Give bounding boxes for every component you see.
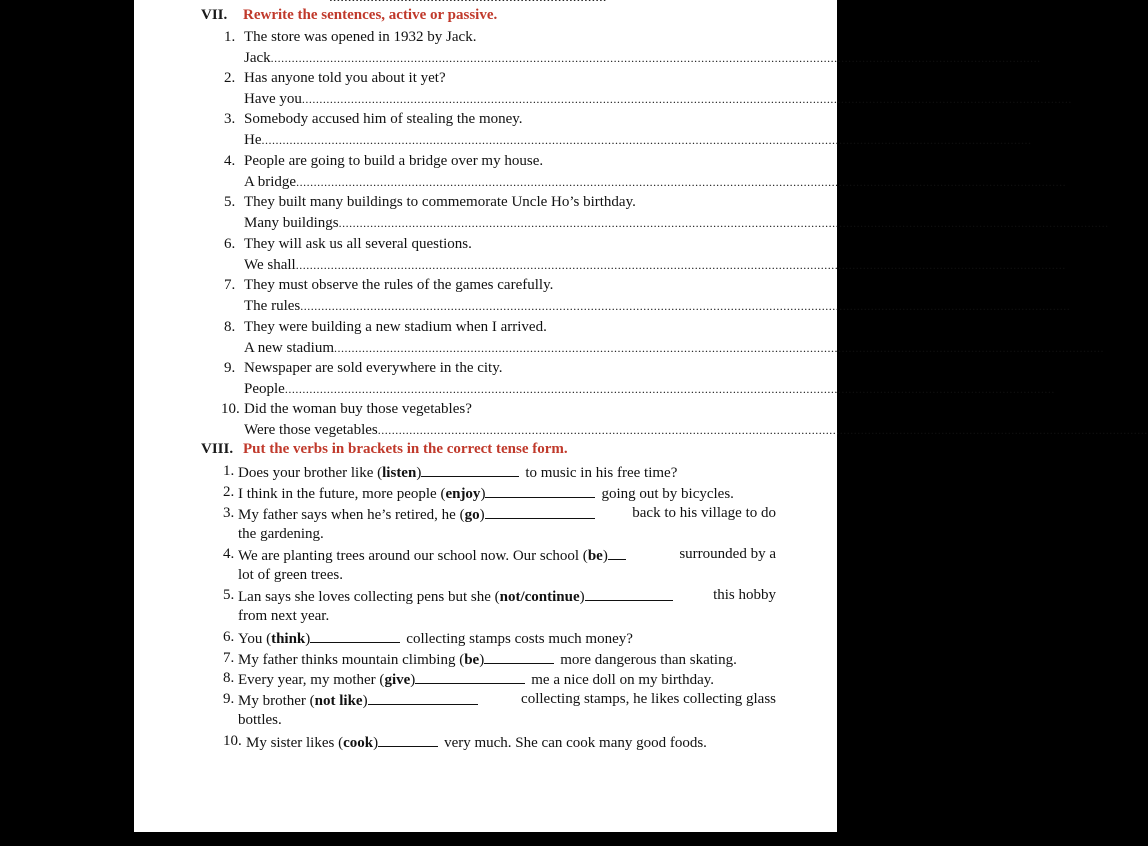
verb-in-brackets: be bbox=[464, 652, 480, 668]
answer-line[interactable] bbox=[244, 173, 1067, 191]
answer-blank[interactable] bbox=[485, 504, 595, 519]
original-sentence: The store was opened in 1932 by Jack. bbox=[244, 29, 477, 45]
item-number: 5. bbox=[223, 587, 235, 603]
question-line bbox=[134, 69, 834, 87]
item-number: 4. bbox=[223, 546, 235, 562]
answer-prompt: Jack bbox=[244, 50, 271, 66]
sentence-end: very much. She can cook many good foods. bbox=[444, 735, 707, 751]
item-number: 7. bbox=[223, 650, 235, 666]
question-line bbox=[134, 318, 834, 336]
verb-in-brackets: go bbox=[464, 507, 480, 523]
answer-line[interactable] bbox=[244, 214, 1109, 232]
answer-prompt: A bridge bbox=[244, 174, 297, 190]
question-line: 9. My brother (not like) collecting stamps, he likes collecting glass bbox=[223, 691, 776, 709]
section-7-title: Rewrite the sentences, active or passive. bbox=[243, 7, 498, 23]
item-number: 8. bbox=[224, 319, 236, 335]
original-sentence: Did the woman buy those vegetables? bbox=[244, 401, 472, 417]
question-line bbox=[134, 152, 834, 170]
question-line: 1. Does your brother like (listen) to music in his free time? bbox=[223, 463, 678, 481]
item-number: 6. bbox=[224, 236, 236, 252]
answer-blank[interactable] bbox=[368, 690, 478, 705]
verb-in-brackets: not/continue bbox=[499, 589, 580, 605]
sentence-continuation: from next year. bbox=[238, 608, 330, 624]
verb-in-brackets: be bbox=[587, 548, 603, 564]
item-number: 1. bbox=[223, 463, 235, 479]
worksheet-page bbox=[134, 0, 1148, 832]
question-line: 6. You (think) collecting stamps costs much money? bbox=[223, 629, 633, 647]
answer-line[interactable] bbox=[244, 380, 1055, 398]
sentence-start: My father thinks mountain climbing ( bbox=[238, 652, 465, 668]
item-number: 3. bbox=[224, 111, 236, 127]
sentence-end: to music in his free time? bbox=[525, 465, 678, 481]
answer-line[interactable] bbox=[244, 421, 1148, 439]
answer-dots[interactable]: ............................................................................................................................................................................................................................ bbox=[334, 341, 1104, 355]
sentence-end: collecting stamps, he likes collecting glass bbox=[521, 691, 776, 707]
answer-prompt: People bbox=[244, 381, 285, 397]
original-sentence: They built many buildings to commemorate Uncle Ho’s birthday. bbox=[244, 194, 636, 210]
item-number: 1. bbox=[224, 29, 236, 45]
item-number: 10. bbox=[223, 733, 242, 749]
item-number: 8. bbox=[223, 670, 235, 686]
question-line bbox=[134, 235, 834, 253]
question-line bbox=[134, 276, 834, 294]
sentence-end: this hobby bbox=[713, 587, 776, 603]
verb-in-brackets: give bbox=[384, 672, 411, 688]
answer-line[interactable] bbox=[244, 256, 1066, 274]
section-7-number: VII. bbox=[201, 7, 228, 23]
question-line: 3. My father says when he’s retired, he (go) back to his village to do bbox=[223, 505, 776, 523]
answer-dots[interactable]: ............................................................................................................................................................................................................................ bbox=[377, 423, 1148, 437]
original-sentence: People are going to build a bridge over my house. bbox=[244, 153, 544, 169]
verb-in-brackets: think bbox=[271, 631, 306, 647]
original-sentence: Has anyone told you about it yet? bbox=[244, 70, 446, 86]
answer-blank[interactable] bbox=[585, 586, 673, 601]
section-8-title: Put the verbs in brackets in the correct tense form. bbox=[243, 441, 568, 457]
question-line: 7. My father thinks mountain climbing (be) more dangerous than skating. bbox=[223, 650, 737, 668]
sentence-start: My sister likes ( bbox=[246, 735, 344, 751]
verb-in-brackets: enjoy bbox=[445, 486, 481, 502]
question-line bbox=[134, 28, 834, 46]
sentence-end: back to his village to do bbox=[632, 505, 776, 521]
item-number: 9. bbox=[224, 360, 236, 376]
sentence-continuation: the gardening. bbox=[238, 526, 324, 542]
sentence-start: Lan says she loves collecting pens but she ( bbox=[238, 589, 500, 605]
sentence-start: You ( bbox=[238, 631, 272, 647]
answer-prompt: A new stadium bbox=[244, 340, 334, 356]
sentence-start: My brother ( bbox=[238, 693, 315, 709]
answer-blank[interactable] bbox=[608, 545, 626, 560]
answer-line[interactable] bbox=[244, 297, 1071, 315]
original-sentence: Somebody accused him of stealing the money. bbox=[244, 111, 523, 127]
item-number: 6. bbox=[223, 629, 235, 645]
original-sentence: Newspaper are sold everywhere in the city. bbox=[244, 360, 503, 376]
section-8-number: VIII. bbox=[201, 441, 234, 457]
original-sentence: They were building a new stadium when I arrived. bbox=[244, 319, 547, 335]
sentence-start: We are planting trees around our school now. Our school ( bbox=[238, 548, 588, 564]
question-line: 10. My sister likes (cook) very much. She can cook many good foods. bbox=[223, 733, 707, 751]
item-number: 2. bbox=[224, 70, 236, 86]
section-8-heading bbox=[201, 441, 568, 458]
question-line: 4. We are planting trees around our school now. Our school (be) surrounded by a bbox=[223, 546, 776, 564]
cut-off-line bbox=[329, 0, 849, 4]
answer-dots[interactable]: ............................................................................................................................................................................................................................ bbox=[300, 299, 1071, 313]
item-number: 9. bbox=[223, 691, 235, 707]
question-line: 2. I think in the future, more people (enjoy) going out by bicycles. bbox=[223, 484, 734, 502]
answer-blank[interactable] bbox=[378, 732, 438, 747]
sentence-continuation: lot of green trees. bbox=[238, 567, 343, 583]
answer-dots[interactable]: ............................................................................................................................................................................................................................ bbox=[296, 175, 1067, 189]
verb-in-brackets: not like bbox=[314, 693, 363, 709]
answer-blank[interactable] bbox=[484, 649, 554, 664]
item-number: 5. bbox=[224, 194, 236, 210]
answer-blank[interactable] bbox=[415, 669, 525, 684]
question-line bbox=[134, 193, 834, 211]
sentence-end: me a nice doll on my birthday. bbox=[531, 672, 714, 688]
answer-dots[interactable]: ............................................................................................................................................................................................................................ bbox=[261, 133, 1032, 147]
answer-blank[interactable] bbox=[421, 462, 519, 477]
answer-prompt: He bbox=[244, 132, 262, 148]
answer-dots[interactable]: ............................................................................................................................................................................................................................ bbox=[270, 51, 1041, 65]
question-line bbox=[134, 400, 834, 418]
answer-dots[interactable]: ............................................................................................................................................................................................................................ bbox=[284, 382, 1055, 396]
answer-line[interactable] bbox=[244, 339, 1104, 357]
section-7-heading bbox=[201, 7, 497, 24]
original-sentence: They will ask us all several questions. bbox=[244, 236, 472, 252]
sentence-start: Does your brother like ( bbox=[238, 465, 383, 481]
question-line: 8. Every year, my mother (give) me a nice doll on my birthday. bbox=[223, 670, 714, 688]
answer-line[interactable] bbox=[244, 131, 1032, 149]
answer-prompt: Were those vegetables bbox=[244, 422, 378, 438]
sentence-start: My father says when he’s retired, he ( bbox=[238, 507, 465, 523]
verb-in-brackets: listen bbox=[382, 465, 417, 481]
item-number: 10. bbox=[221, 401, 240, 417]
answer-prompt: The rules bbox=[244, 298, 301, 314]
sentence-end: going out by bicycles. bbox=[601, 486, 734, 502]
question-line bbox=[134, 359, 834, 377]
sentence-continuation: bottles. bbox=[238, 712, 282, 728]
answer-dots[interactable]: ............................................................................................................................................................................................................................ bbox=[338, 216, 1109, 230]
answer-prompt: Many buildings bbox=[244, 215, 339, 231]
item-number: 7. bbox=[224, 277, 236, 293]
item-number: 4. bbox=[224, 153, 236, 169]
answer-blank[interactable] bbox=[310, 628, 400, 643]
sentence-start: Every year, my mother ( bbox=[238, 672, 385, 688]
sentence-end: surrounded by a bbox=[679, 546, 776, 562]
answer-dots[interactable]: ............................................................................................................................................................................................................................ bbox=[301, 92, 1072, 106]
sentence-end: more dangerous than skating. bbox=[560, 652, 737, 668]
answer-blank[interactable] bbox=[485, 483, 595, 498]
verb-in-brackets: cook bbox=[343, 735, 374, 751]
answer-dots[interactable]: ............................................................................................................................................................................................................................ bbox=[295, 258, 1066, 272]
question-line bbox=[134, 110, 834, 128]
answer-line[interactable] bbox=[244, 90, 1072, 108]
item-number: 2. bbox=[223, 484, 235, 500]
answer-prompt: Have you bbox=[244, 91, 302, 107]
sentence-start: I think in the future, more people ( bbox=[238, 486, 446, 502]
question-line: 5. Lan says she loves collecting pens but she (not/continue) this hobby bbox=[223, 587, 776, 605]
item-number: 3. bbox=[223, 505, 235, 521]
answer-prompt: We shall bbox=[244, 257, 296, 273]
sentence-end: collecting stamps costs much money? bbox=[406, 631, 633, 647]
original-sentence: They must observe the rules of the games carefully. bbox=[244, 277, 554, 293]
answer-line[interactable] bbox=[244, 49, 1041, 67]
